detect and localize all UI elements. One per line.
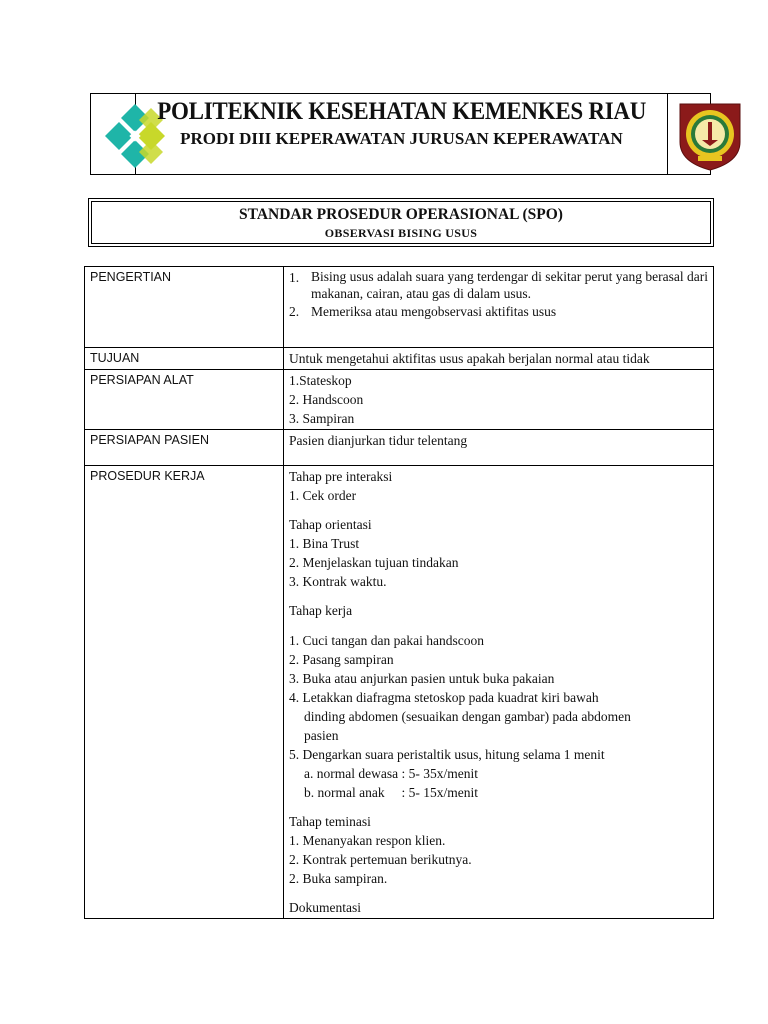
label-persiapan-alat: PERSIAPAN ALAT [85,370,284,430]
section-title: Tahap teminasi [289,814,371,829]
list-item: 2. Handscoon [289,392,364,407]
spo-title-box [88,198,714,247]
logo-cell [91,94,136,174]
document-header [90,93,711,175]
section-title: Tahap kerja [289,603,353,618]
sub-item: b. normal anak : 5- 15x/menit [304,785,478,800]
section-title: Tahap pre interaksi [289,469,393,484]
spo-table [84,266,714,919]
list-item: 4. Letakkan diafragma stetoskop pada kuadrat kiri bawah [289,690,599,705]
list-item: 1. Bising usus adalah suara yang terdengar di sekitar perut yang berasal dari makanan, cairan, atau gas di dalam usus. [289,269,708,301]
label-persiapan-pasien: PERSIAPAN PASIEN [85,430,284,466]
list-item: 1. Cek order [289,488,357,503]
row-persiapan-pasien [85,430,714,466]
dokumentasi-label: Dokumentasi [289,900,361,915]
list-item: 1. Bina Trust [289,536,360,551]
label-prosedur: PROSEDUR KERJA [85,466,284,919]
sub-item: a. normal dewasa : 5- 35x/menit [304,766,478,781]
label-tujuan: TUJUAN [85,348,284,370]
row-persiapan-alat [85,370,714,430]
list-item: 1. Menanyakan respon klien. [289,833,446,848]
content-pengertian [284,267,714,348]
spo-subtitle: OBSERVASI BISING USUS [324,226,478,240]
institution-title: POLITEKNIK KESEHATAN KEMENKES RIAU [157,98,646,125]
list-item: 3. Sampiran [289,411,355,426]
seal-cell [668,94,710,174]
list-item: 3. Kontrak waktu. [289,574,387,589]
spo-title: STANDAR PROSEDUR OPERASIONAL (SPO) [239,206,563,223]
row-prosedur [85,466,714,919]
content-persiapan-alat [284,370,714,430]
list-item: 2. Kontrak pertemuan berikutnya. [289,852,472,867]
list-item: 2. Pasang sampiran [289,652,394,667]
list-item: 2. Memeriksa atau mengobservasi aktifitas usus [289,304,557,319]
content-persiapan-pasien: Pasien dianjurkan tidur telentang [284,430,714,466]
section-title: Tahap orientasi [289,517,372,532]
list-item: 1.Stateskop [289,373,352,388]
list-item-continuation: pasien [304,728,339,743]
content-tujuan: Untuk mengetahui aktifitas usus apakah berjalan normal atau tidak [284,348,714,370]
label-pengertian: PENGERTIAN [85,267,284,348]
prodi-title: PRODI DIII KEPERAWATAN JURUSAN KEPERAWATAN [180,129,623,148]
list-item: 2. Buka sampiran. [289,871,388,886]
content-prosedur [284,466,714,919]
row-tujuan [85,348,714,370]
poltekkes-riau-seal-icon [668,94,752,174]
header-title-cell [136,94,668,174]
row-pengertian [85,267,714,348]
list-item-continuation: dinding abdomen (sesuaikan dengan gambar) pada abdomen [304,709,631,724]
list-item: 3. Buka atau anjurkan pasien untuk buka pakaian [289,671,555,686]
list-item: 1. Cuci tangan dan pakai handscoon [289,633,484,648]
list-item: 5. Dengarkan suara peristaltik usus, hitung selama 1 menit [289,747,605,762]
list-item: 2. Menjelaskan tujuan tindakan [289,555,459,570]
